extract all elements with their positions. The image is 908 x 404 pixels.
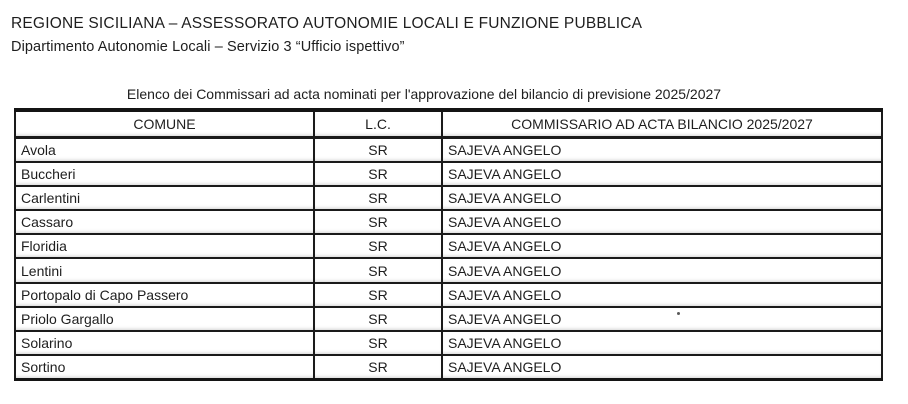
table-row: [15, 355, 882, 379]
table-header-row: [15, 110, 882, 138]
table-row: [15, 186, 882, 210]
comune-cell: Priolo Gargallo: [15, 307, 314, 331]
comune-cell: Portopalo di Capo Passero: [15, 283, 314, 307]
column-header-comune: COMUNE: [15, 110, 314, 138]
comune-cell: Buccheri: [15, 162, 314, 186]
column-header-commissario: COMMISSARIO AD ACTA BILANCIO 2025/2027: [442, 110, 882, 138]
table-row: [15, 331, 882, 355]
commissario-cell: SAJEVA ANGELO: [442, 258, 882, 282]
comune-cell: Avola: [15, 138, 314, 162]
comune-cell: Solarino: [15, 331, 314, 355]
lc-cell: SR: [314, 283, 442, 307]
document-header-line1: REGIONE SICILIANA – ASSESSORATO AUTONOMIE LOCALI E FUNZIONE PUBBLICA: [11, 15, 643, 32]
comune-cell: Floridia: [15, 234, 314, 258]
table-row: [15, 210, 882, 234]
table-row: [15, 234, 882, 258]
table-header: [15, 110, 882, 138]
lc-cell: SR: [314, 307, 442, 331]
comune-cell: Cassaro: [15, 210, 314, 234]
comune-cell: Carlentini: [15, 186, 314, 210]
commissario-cell: SAJEVA ANGELO: [442, 234, 882, 258]
scan-artifact-dot: [677, 312, 680, 315]
comune-cell: Lentini: [15, 258, 314, 282]
column-header-lc: L.C.: [314, 110, 442, 138]
lc-cell: SR: [314, 355, 442, 379]
commissari-table: [14, 108, 883, 381]
commissario-cell: SAJEVA ANGELO: [442, 138, 882, 162]
table-row: [15, 162, 882, 186]
commissario-cell: SAJEVA ANGELO: [442, 162, 882, 186]
lc-cell: SR: [314, 162, 442, 186]
table-row: [15, 283, 882, 307]
lc-cell: SR: [314, 138, 442, 162]
commissario-cell: SAJEVA ANGELO: [442, 355, 882, 379]
lc-cell: SR: [314, 210, 442, 234]
table-row: [15, 138, 882, 162]
commissario-cell: SAJEVA ANGELO: [442, 210, 882, 234]
commissario-cell: SAJEVA ANGELO: [442, 186, 882, 210]
commissario-cell: SAJEVA ANGELO: [442, 307, 882, 331]
table-caption: Elenco dei Commissari ad acta nominati per l'approvazione del bilancio di previsione 2025/2027: [126, 86, 722, 102]
lc-cell: SR: [314, 258, 442, 282]
lc-cell: SR: [314, 234, 442, 258]
commissario-cell: SAJEVA ANGELO: [442, 331, 882, 355]
commissario-cell: SAJEVA ANGELO: [442, 283, 882, 307]
lc-cell: SR: [314, 186, 442, 210]
table-row: [15, 258, 882, 282]
table-body: [15, 138, 882, 380]
table-row: [15, 307, 882, 331]
document-header-line2: Dipartimento Autonomie Locali – Servizio 3 “Ufficio ispettivo”: [11, 39, 405, 55]
comune-cell: Sortino: [15, 355, 314, 379]
lc-cell: SR: [314, 331, 442, 355]
